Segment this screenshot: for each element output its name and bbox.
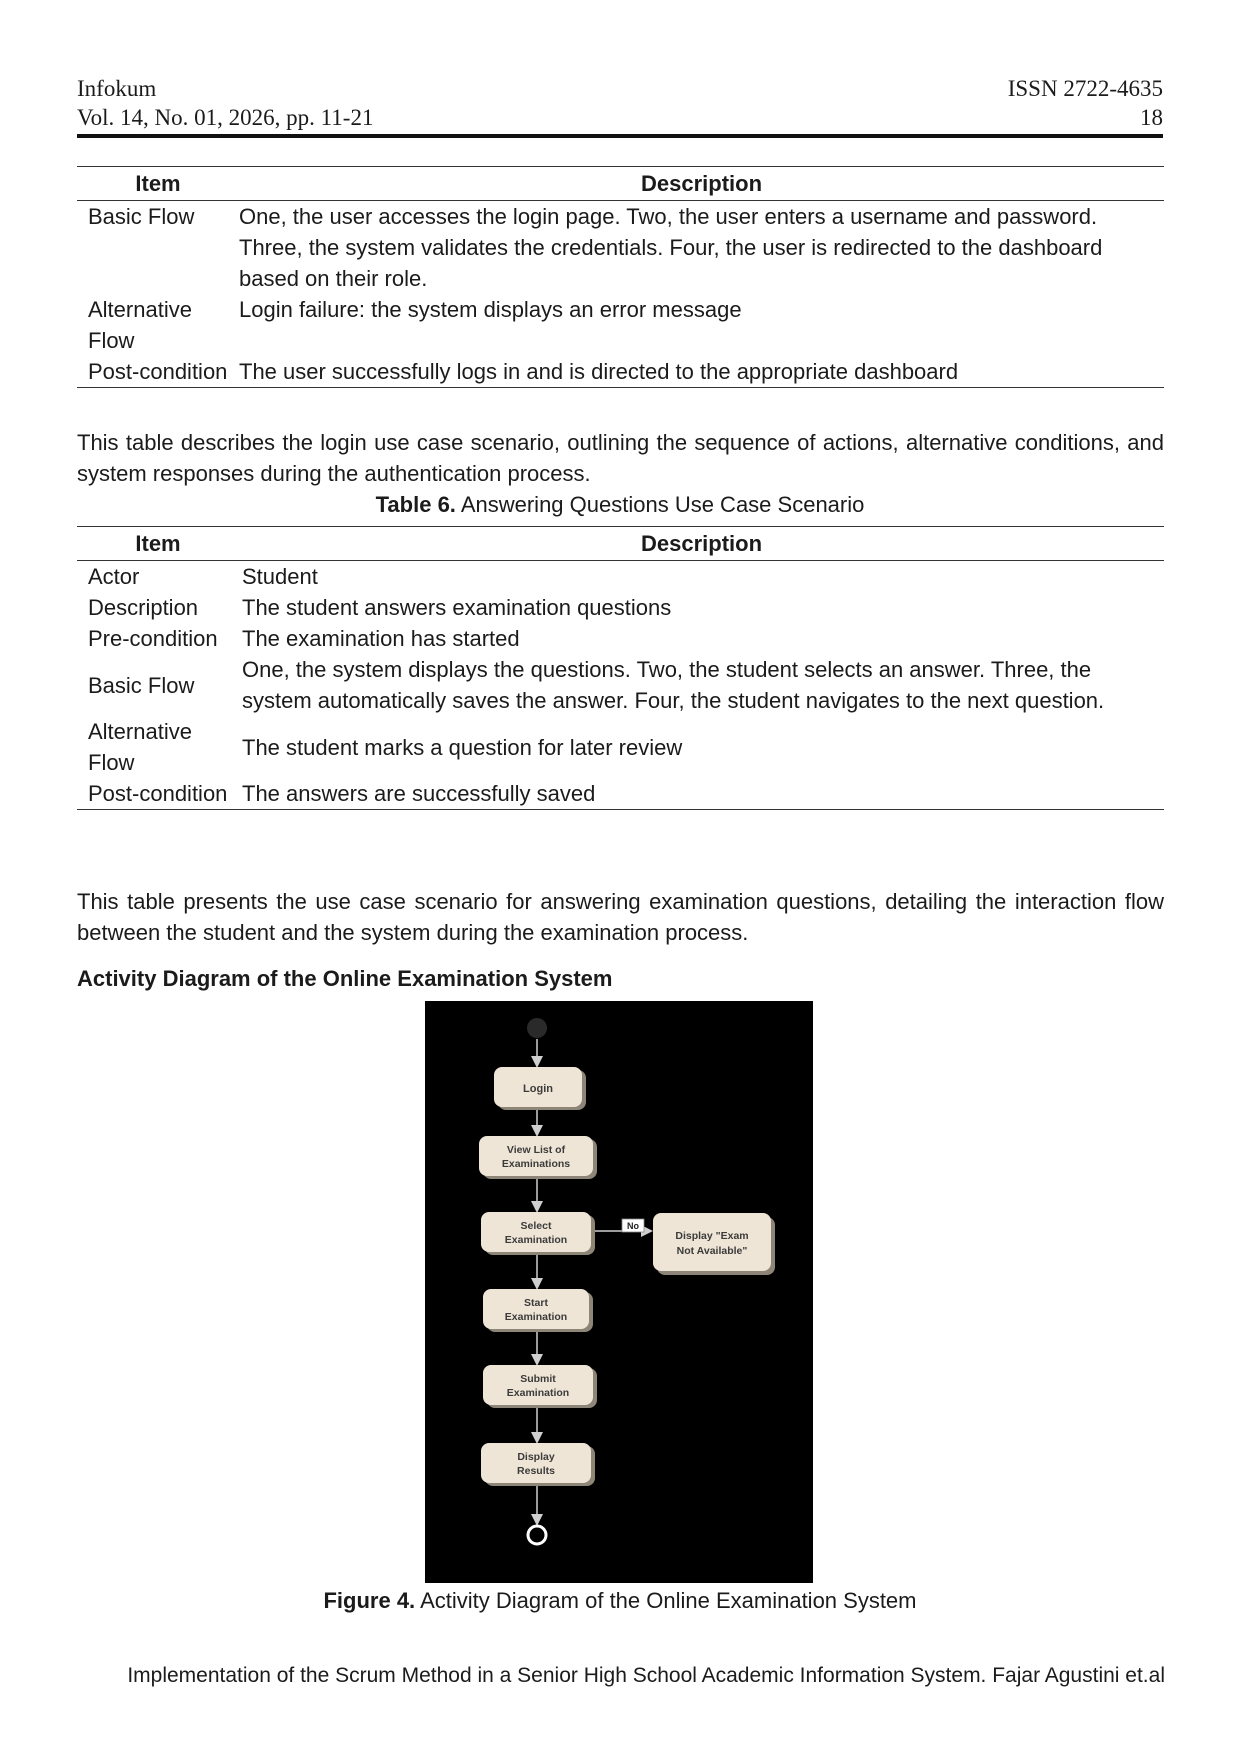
row-item: Basic Flow: [88, 204, 195, 229]
node-start-label-1: Start: [524, 1297, 548, 1309]
figure4-caption: [0, 1585, 1240, 1616]
node-view-list: [479, 1136, 597, 1179]
branch-label-no: [622, 1219, 644, 1232]
node-select-examination: [481, 1212, 595, 1255]
table-row: [77, 561, 1164, 593]
table-header-row: [77, 167, 1164, 201]
node-login-label: Login: [523, 1083, 553, 1095]
node-select-label-1: Select: [520, 1220, 552, 1232]
row-item: Alternative Flow: [88, 297, 192, 353]
table6-paragraph: This table presents the use case scenario for answering examination questions, detailing the interaction flow between the student and the system during the examination process.: [77, 889, 1164, 945]
node-results-label-1: Display: [517, 1451, 555, 1463]
node-view-list-label-2: Examinations: [501, 1158, 571, 1170]
table-row: [77, 654, 1164, 716]
node-submit-label-2: Examination: [506, 1387, 570, 1399]
node-view-list-label-1: View List of: [506, 1144, 566, 1156]
table6-label: Table 6.: [375, 492, 456, 517]
node-exam-not-available: [653, 1213, 775, 1275]
page-number: 18: [1140, 105, 1163, 130]
table-row: [77, 201, 1164, 295]
section-heading: Activity Diagram of the Online Examination System: [77, 966, 613, 991]
column-header-description: Description: [239, 527, 1164, 561]
row-description: One, the system displays the questions. Two, the student selects an answer. Three, the system automatically saves the answer. Four, the student navigates to the next question.: [242, 657, 1105, 713]
node-display-results: [481, 1443, 595, 1486]
row-item: Pre-condition: [88, 626, 218, 651]
activity-diagram: [425, 1001, 813, 1583]
final-node: [528, 1526, 546, 1544]
table-row: [77, 294, 1164, 356]
table-row: [77, 356, 1164, 388]
issn: ISSN 2722-4635: [1007, 76, 1163, 101]
figure4-label: Figure 4.: [323, 1588, 416, 1613]
table6-title: Answering Questions Use Case Scenario: [460, 492, 865, 517]
row-description: The examination has started: [242, 626, 520, 651]
page-footer: Implementation of the Scrum Method in a Senior High School Academic Information System. Fajar Agustini et.al: [127, 1664, 1165, 1687]
row-item: Post-condition: [77, 778, 239, 810]
node-start-label-2: Examination: [504, 1311, 568, 1323]
table-row: [77, 623, 1164, 654]
row-description: The answers are successfully saved: [239, 778, 1164, 810]
row-item: Actor: [88, 564, 140, 589]
row-description: Student: [242, 564, 318, 589]
node-select-label-2: Examination: [504, 1234, 568, 1246]
login-table-paragraph: This table describes the login use case scenario, outlining the sequence of actions, alternative conditions, and system responses during the authentication process.: [77, 430, 1164, 486]
node-not-available-label-2: Not Available": [676, 1245, 748, 1257]
table-row: [77, 778, 1164, 810]
page-header: [77, 74, 1163, 132]
figure4-title: Activity Diagram of the Online Examination System: [420, 1588, 917, 1613]
journal-name: Infokum: [77, 76, 157, 101]
table6: [77, 526, 1164, 810]
row-item: Description: [88, 595, 199, 620]
row-item: Basic Flow: [88, 672, 195, 698]
column-header-description: Description: [239, 167, 1164, 201]
node-submit-label-1: Submit: [520, 1373, 556, 1385]
row-description: Login failure: the system displays an error message: [239, 297, 742, 322]
row-description: The student marks a question for later review: [242, 734, 683, 760]
branch-label-text: No: [627, 1221, 639, 1231]
node-login: [494, 1067, 586, 1110]
initial-node: [527, 1018, 547, 1038]
header-rule: [77, 134, 1163, 138]
node-not-available-label-1: Display "Exam: [675, 1230, 749, 1242]
node-submit-examination: [483, 1365, 597, 1408]
login-use-case-table: [77, 166, 1164, 388]
volume-info: Vol. 14, No. 01, 2026, pp. 11-21: [77, 105, 374, 130]
table-header-row: [77, 527, 1164, 561]
node-start-examination: [483, 1289, 593, 1332]
row-item: Post-condition: [77, 356, 239, 388]
activity-diagram-svg: [425, 1001, 813, 1583]
column-header-item: Item: [77, 527, 239, 561]
row-description: The user successfully logs in and is directed to the appropriate dashboard: [239, 356, 1164, 388]
table6-caption: [0, 489, 1240, 520]
row-description: The student answers examination questions: [242, 595, 672, 620]
row-item: Alternative Flow: [88, 719, 192, 775]
table-row: [77, 592, 1164, 623]
node-results-label-2: Results: [517, 1465, 555, 1477]
row-description: One, the user accesses the login page. Two, the user enters a username and password. Three, the system validates the credentials. Four, the user is redirected to the dashboard based on their role.: [239, 204, 1103, 291]
column-header-item: Item: [77, 167, 239, 201]
table-row: [77, 716, 1164, 778]
